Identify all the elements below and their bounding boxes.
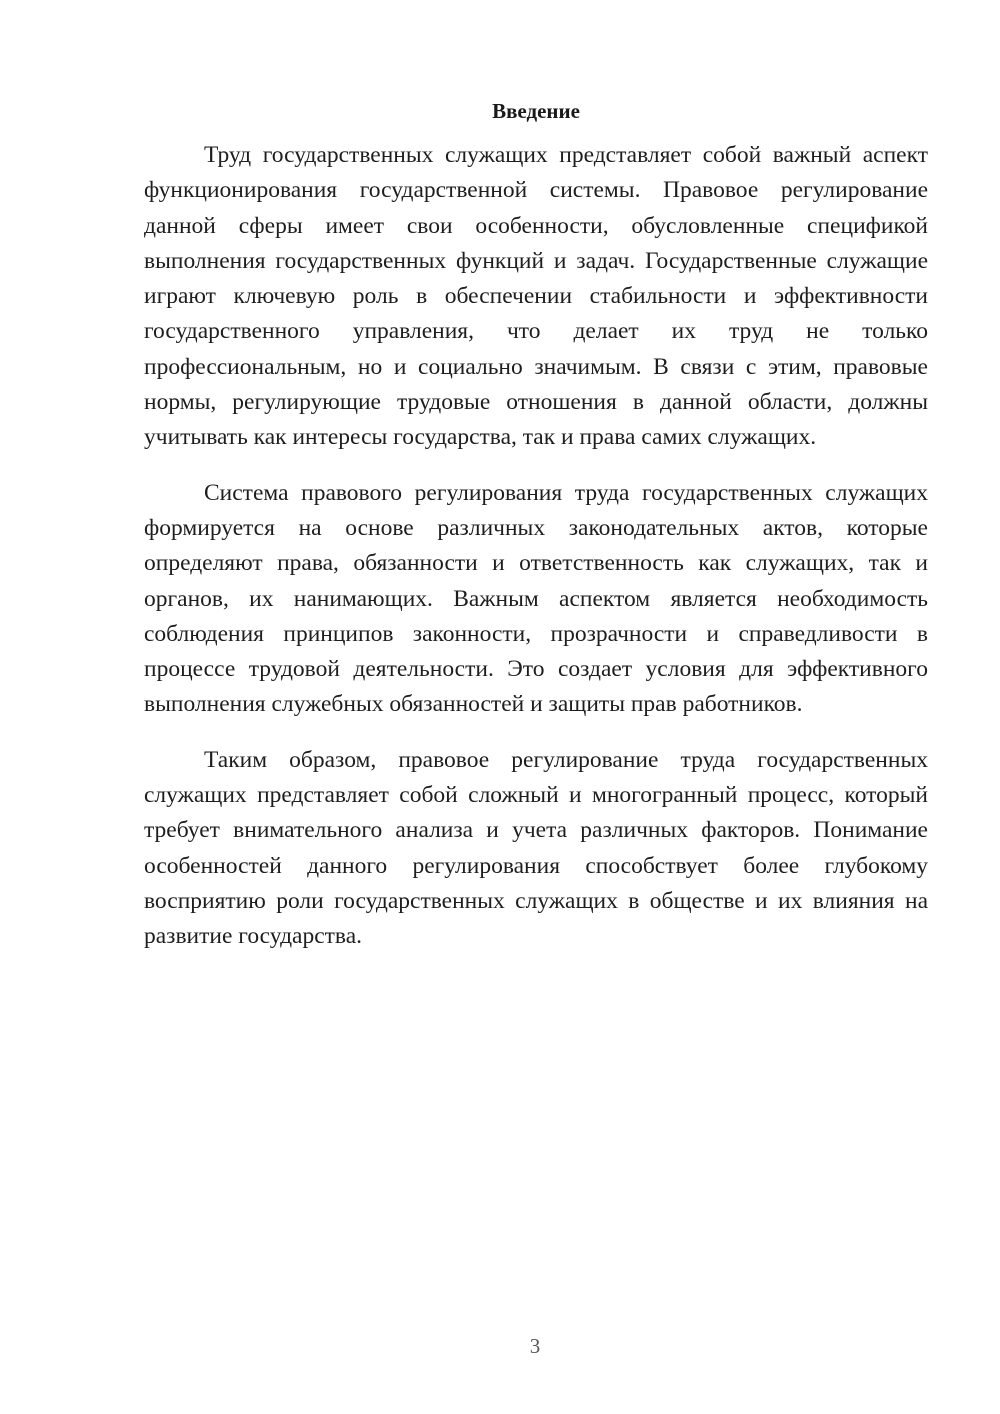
document-body [144,96,928,975]
page-number: 3 [529,1334,541,1358]
paragraph-3: Таким образом, правовое регулирование труда государственных служащих представляет собой сложный и многогранный процесс, который требует внимательного анализа и учета различных факторов. Понимание особенностей данного регулирования способствует более глубокому восприятию роли государственных служащих в обществе и их влияния на развитие государства. [144,746,928,950]
paragraph-2: Система правового регулирования труда государственных служащих формируется на основе различных законодательных актов, которые определяют права, обязанности и ответственность как служащих, так и органов, их нанимающих. Важным аспектом является необходимость соблюдения принципов законности, прозрачности и справедливости в процессе трудовой деятельности. Это создает условия для эффективного выполнения служебных обязанностей и защиты прав работников. [144,479,928,718]
paragraph-1: Труд государственных служащих представляет собой важный аспект функционирования государственной системы. Правовое регулирование данной сферы имеет свои особенности, обусловленные спецификой выполнения государственных функций и задач. Государственные служащие играют ключевую роль в обеспечении стабильности и эффективности государственного управления, что делает их труд не только профессиональным, но и социально значимым. В связи с этим, правовые нормы, регулирующие трудовые отношения в данной области, должны учитывать как интересы государства, так и права самих служащих. [144,142,928,451]
section-heading: Введение [492,99,580,123]
